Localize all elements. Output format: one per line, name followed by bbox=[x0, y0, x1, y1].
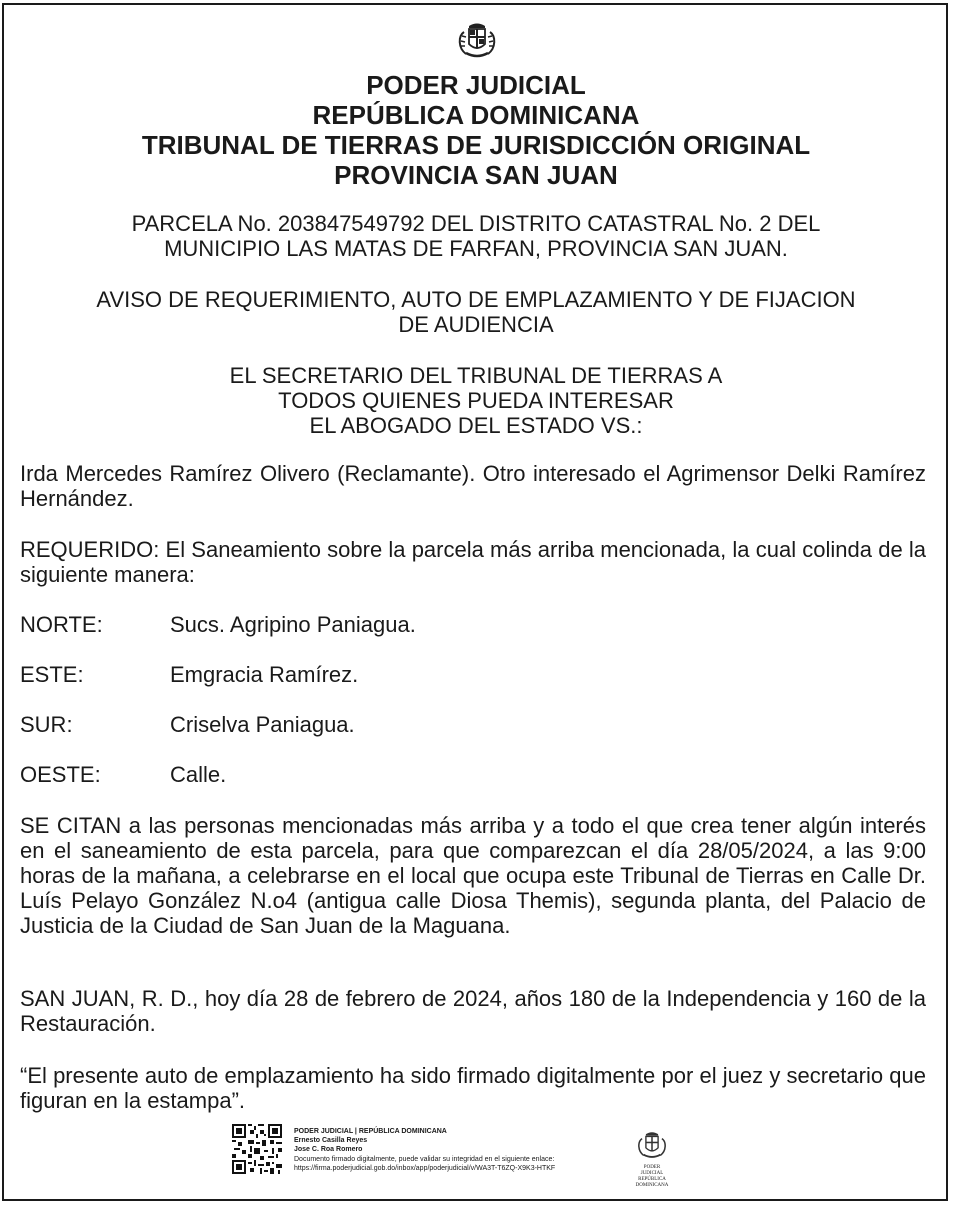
addressee-line: TODOS QUIENES PUEDA INTERESAR bbox=[278, 388, 674, 413]
header-line-province: PROVINCIA SAN JUAN bbox=[334, 160, 618, 190]
notice-title-line: AVISO DE REQUERIMIENTO, AUTO DE EMPLAZAMIENTO Y DE FIJACION bbox=[96, 287, 856, 312]
summons-paragraph: SE CITAN a las personas mencionadas más arriba y a todo el que crea tener algún interés en el saneamiento de esta parcela, para que comparezcan el día 28/05/2024, a las 9:00 horas de la mañana, a celebrarse en el local que ocupa este Tribunal de Tierras en Calle Dr. Luís Pelayo González N.o4 (antigua calle Diosa Themis), segunda planta, del Palacio de Justicia de la Ciudad de San Juan de la Maguana. bbox=[20, 813, 926, 938]
notice-title bbox=[20, 287, 932, 337]
stamp-validation-link[interactable]: https://firma.poderjudicial.gob.do/inbox/app/poderjudicial/v/WA3T-T6ZQ-X9K3-HTKF bbox=[294, 1164, 556, 1172]
addressee-line: EL ABOGADO DEL ESTADO VS.: bbox=[309, 413, 643, 438]
boundary-east bbox=[20, 662, 358, 687]
addressee-block bbox=[20, 363, 932, 438]
boundary-label: OESTE: bbox=[20, 762, 101, 787]
stamp-text bbox=[294, 1127, 624, 1173]
stamp-signer: Ernesto Casilla Reyes bbox=[294, 1137, 368, 1145]
boundary-value: Sucs. Agripino Paniagua. bbox=[170, 612, 416, 637]
coat-of-arms-icon bbox=[456, 18, 498, 60]
qr-code-icon[interactable] bbox=[232, 1124, 282, 1174]
boundary-value: Calle. bbox=[170, 762, 227, 787]
boundary-south bbox=[20, 712, 355, 737]
boundary-west bbox=[20, 762, 226, 787]
header-line-institution: PODER JUDICIAL bbox=[366, 70, 586, 100]
boundary-value: Emgracia Ramírez. bbox=[170, 662, 359, 687]
stamp-institution: PODER JUDICIAL | REPÚBLICA DOMINICANA bbox=[294, 1128, 447, 1135]
boundary-label: ESTE: bbox=[20, 662, 84, 687]
notice-title-line: DE AUDIENCIA bbox=[398, 312, 554, 337]
stamp-validation-note: Documento firmado digitalmente, puede validar su integridad en el siguiente enlace: bbox=[294, 1155, 555, 1163]
signature-note-paragraph: “El presente auto de emplazamiento ha sido firmado digitalmente por el juez y secretario que figuran en la estampa”. bbox=[20, 1063, 926, 1113]
header-line-court: TRIBUNAL DE TIERRAS DE JURISDICCIÓN ORIGINAL bbox=[141, 130, 811, 160]
court-header bbox=[20, 70, 932, 190]
parties-paragraph: Irda Mercedes Ramírez Olivero (Reclamante). Otro interesado el Agrimensor Delki Ramírez Hernández. bbox=[20, 461, 926, 511]
parcel-line: MUNICIPIO LAS MATAS DE FARFAN, PROVINCIA SAN JUAN. bbox=[164, 236, 788, 261]
stamp-signer: Jose C. Roa Romero bbox=[294, 1146, 363, 1154]
boundary-label: NORTE: bbox=[20, 612, 103, 637]
logo-caption: PODER JUDICIAL bbox=[640, 1165, 664, 1176]
parcel-heading bbox=[20, 211, 932, 261]
date-paragraph: SAN JUAN, R. D., hoy día 28 de febrero de 2024, años 180 de la Independencia y 160 de la Restauración. bbox=[20, 986, 926, 1036]
boundary-value: Criselva Paniagua. bbox=[170, 712, 355, 737]
requirement-paragraph: REQUERIDO: El Saneamiento sobre la parcela más arriba mencionada, la cual colinda de la siguiente manera: bbox=[20, 537, 926, 587]
boundary-label: SUR: bbox=[20, 712, 73, 737]
addressee-line: EL SECRETARIO DEL TRIBUNAL DE TIERRAS A bbox=[229, 363, 723, 388]
digital-signature-stamp bbox=[232, 1124, 672, 1188]
coat-of-arms-icon bbox=[636, 1128, 668, 1160]
boundary-north bbox=[20, 612, 416, 637]
logo-subcaption: REPÚBLICA DOMINICANA bbox=[635, 1177, 669, 1188]
header-line-country: REPÚBLICA DOMINICANA bbox=[312, 100, 640, 130]
judiciary-logo bbox=[632, 1128, 672, 1188]
parcel-line: PARCELA No. 203847549792 DEL DISTRITO CATASTRAL No. 2 DEL bbox=[131, 211, 821, 236]
